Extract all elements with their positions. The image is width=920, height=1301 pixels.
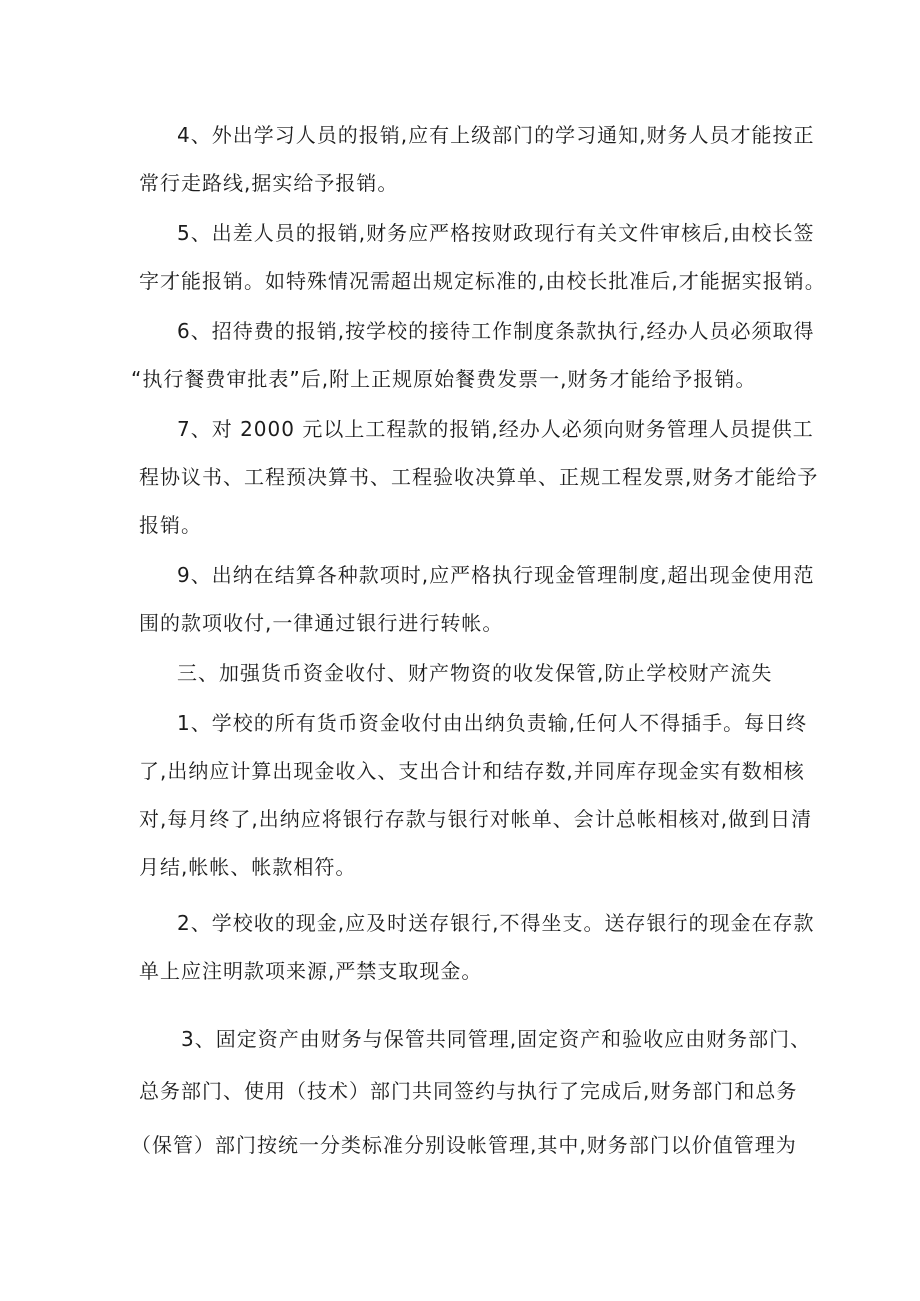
- text-line: 4、外出学习人员的报销,应有上级部门的学习通知,财务人员才能按正: [177, 123, 815, 147]
- text-line: 字才能报销。如特殊情况需超出规定标准的,由校长批准后,才能据实报销。: [139, 269, 826, 293]
- text-line: 总务部门、使用（技术）部门共同签约与执行了完成后,财务部门和总务: [139, 1079, 798, 1103]
- section-heading: 三、加强货币资金收付、财产物资的收发保管,防止学校财产流失: [177, 661, 773, 685]
- text-line: 3、固定资产由财务与保管共同管理,固定资产和验收应由财务部门、: [181, 1027, 812, 1051]
- text-line: “执行餐费审批表”后,附上正规原始餐费发票一,财务才能给予报销。: [131, 367, 757, 391]
- text-line: 1、学校的所有货币资金收付由出纳负责输,任何人不得插手。每日终: [177, 711, 808, 735]
- text-line: 报销。: [139, 513, 202, 537]
- text-line: 程协议书、工程预决算书、工程验收决算单、正规工程发票,财务才能给予: [139, 465, 819, 489]
- text-line: 对,每月终了,出纳应将银行存款与银行对帐单、会计总帐相核对,做到日清: [139, 807, 813, 831]
- text-line: 围的款项收付,一律通过银行进行转帐。: [139, 611, 504, 635]
- text-line: 6、招待费的报销,按学校的接待工作制度条款执行,经办人员必须取得: [177, 319, 815, 343]
- text-line: 单上应注明款项来源,严禁支取现金。: [139, 959, 483, 983]
- text-line: 月结,帐帐、帐款相符。: [139, 855, 357, 879]
- text-line: 9、出纳在结算各种款项时,应严格执行现金管理制度,超出现金使用范: [177, 563, 815, 587]
- text-line: 常行走路线,据实给予报销。: [139, 171, 399, 195]
- text-line: （保管）部门按统一分类标准分别设帐管理,其中,财务部门以价值管理为: [131, 1133, 797, 1157]
- text-line: 了,出纳应计算出现金收入、支出合计和结存数,并同库存现金实有数相核: [139, 759, 805, 783]
- text-line: 2、学校收的现金,应及时送存银行,不得坐支。送存银行的现金在存款: [177, 911, 815, 935]
- text-line: 7、对 2000 元以上工程款的报销,经办人必须向财务管理人员提供工: [177, 417, 814, 441]
- text-line: 5、出差人员的报销,财务应严格按财政现行有关文件审核后,由校长签: [177, 221, 815, 245]
